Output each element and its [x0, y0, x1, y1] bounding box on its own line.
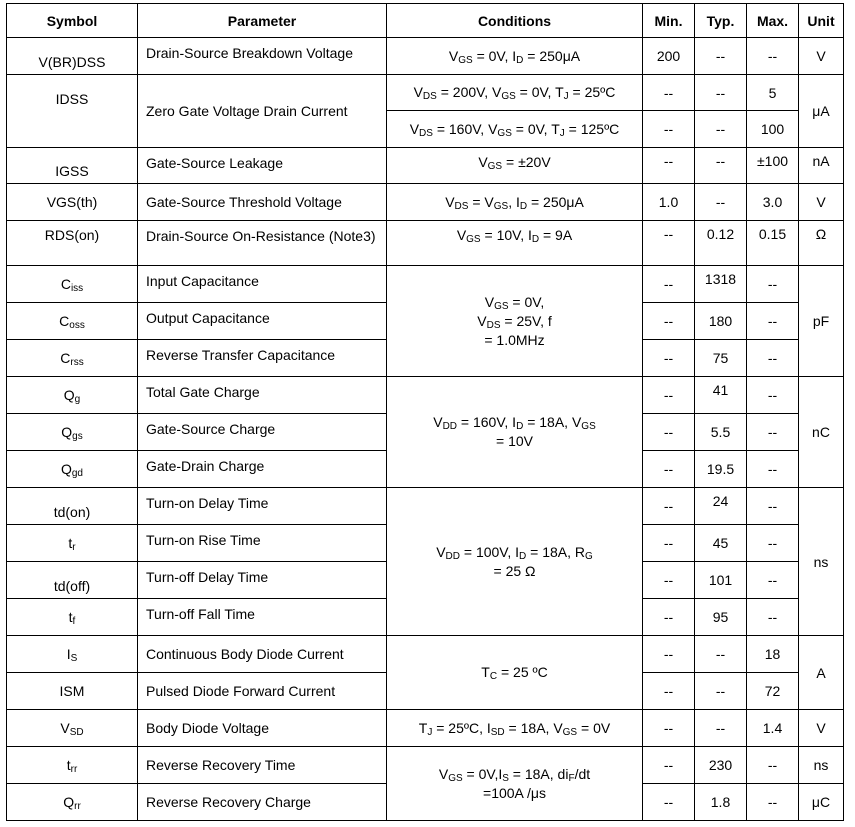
typ-cell: 24 [695, 488, 747, 525]
table-row [7, 266, 844, 303]
typ-cell: -- [695, 75, 747, 111]
max-cell: 72 [747, 673, 799, 710]
header-row [7, 4, 844, 38]
header-symbol: Symbol [7, 4, 138, 38]
parameter-cell: Reverse Recovery Charge [138, 784, 387, 821]
parameter-cell: Total Gate Charge [138, 377, 387, 414]
min-cell: -- [643, 266, 695, 303]
header-max: Max. [747, 4, 799, 38]
max-cell: -- [747, 303, 799, 340]
min-cell: -- [643, 148, 695, 184]
min-cell: -- [643, 599, 695, 636]
unit-cell: ns [799, 488, 844, 636]
typ-cell: 19.5 [695, 451, 747, 488]
min-cell: -- [643, 340, 695, 377]
unit-cell: V [799, 38, 844, 75]
conditions-cell: $V_{GS} = 0V,I_S = 18A$, $di_F/dt$ =100A /μs [387, 747, 643, 821]
parameter-cell: Turn-on Rise Time [138, 525, 387, 562]
min-cell: -- [643, 111, 695, 148]
table-row [7, 636, 844, 673]
typ-cell: 75 [695, 340, 747, 377]
header-typ: Typ. [695, 4, 747, 38]
max-cell: -- [747, 488, 799, 525]
min-cell: -- [643, 451, 695, 488]
symbol-cell: IGSS [7, 148, 138, 184]
typ-cell: 180 [695, 303, 747, 340]
unit-cell: A [799, 636, 844, 710]
typ-cell: -- [695, 184, 747, 221]
unit-cell: ns [799, 747, 844, 784]
conditions-cell: $T_J$ = 25ºC, $I_{SD} = 18A$, $V_{GS} = 0V$ [387, 710, 643, 747]
typ-cell: 0.12 [695, 221, 747, 266]
parameter-cell: Gate-Drain Charge [138, 451, 387, 488]
parameter-cell: Drain-Source Breakdown Voltage [138, 38, 387, 75]
max-cell: 0.15 [747, 221, 799, 266]
unit-cell: nC [799, 377, 844, 488]
min-cell: -- [643, 636, 695, 673]
symbol-cell: td(on) [7, 488, 138, 525]
parameter-cell: Gate-Source Charge [138, 414, 387, 451]
max-cell: 100 [747, 111, 799, 148]
min-cell: -- [643, 710, 695, 747]
conditions-cell: $V_{GS} = 0V$, $V_{DS} = 25V$, f = 1.0MHz [387, 266, 643, 377]
max-cell: 18 [747, 636, 799, 673]
table-row [7, 148, 844, 184]
max-cell: -- [747, 377, 799, 414]
parameter-cell: Zero Gate Voltage Drain Current [138, 75, 387, 148]
unit-cell: pF [799, 266, 844, 377]
min-cell: -- [643, 221, 695, 266]
parameter-cell: Reverse Recovery Time [138, 747, 387, 784]
symbol-cell: $C_{rss}$ [7, 340, 138, 377]
parameter-cell: Body Diode Voltage [138, 710, 387, 747]
header-conditions: Conditions [387, 4, 643, 38]
table-row [7, 747, 844, 784]
typ-cell: -- [695, 148, 747, 184]
typ-cell: 1.8 [695, 784, 747, 821]
max-cell: ±100 [747, 148, 799, 184]
typ-cell: 45 [695, 525, 747, 562]
table-row [7, 38, 844, 75]
symbol-cell: IDSS [7, 75, 138, 148]
header-unit: Unit [799, 4, 844, 38]
symbol-cell: $Q_g$ [7, 377, 138, 414]
typ-cell: 230 [695, 747, 747, 784]
conditions-cell: $V_{DD} = 100V$, $I_D = 18A$, $R_G$ = 25 Ω [387, 488, 643, 636]
min-cell: -- [643, 377, 695, 414]
parameter-cell: Drain-Source On-Resistance (Note3) [138, 221, 387, 266]
table-row [7, 221, 844, 266]
conditions-cell: $V_{GS} = \pm 20V$ [387, 148, 643, 184]
symbol-cell: VGS(th) [7, 184, 138, 221]
min-cell: -- [643, 525, 695, 562]
parameter-cell: Turn-off Delay Time [138, 562, 387, 599]
symbol-cell: $Q_{gs}$ [7, 414, 138, 451]
typ-cell: -- [695, 111, 747, 148]
min-cell: -- [643, 784, 695, 821]
conditions-cell: $V_{GS} = 10V$, $I_D = 9A$ [387, 221, 643, 266]
min-cell: -- [643, 562, 695, 599]
min-cell: -- [643, 673, 695, 710]
symbol-cell: RDS(on) [7, 221, 138, 266]
min-cell: -- [643, 75, 695, 111]
max-cell: -- [747, 38, 799, 75]
min-cell: -- [643, 747, 695, 784]
symbol-cell: $t_r$ [7, 525, 138, 562]
symbol-cell: $C_{oss}$ [7, 303, 138, 340]
electrical-characteristics-table [6, 3, 844, 821]
header-parameter: Parameter [138, 4, 387, 38]
parameter-cell: Pulsed Diode Forward Current [138, 673, 387, 710]
typ-cell: -- [695, 710, 747, 747]
parameter-cell: Input Capacitance [138, 266, 387, 303]
typ-cell: 1318 [695, 266, 747, 303]
min-cell: -- [643, 488, 695, 525]
parameter-cell: Reverse Transfer Capacitance [138, 340, 387, 377]
symbol-cell: $t_f$ [7, 599, 138, 636]
typ-cell: -- [695, 673, 747, 710]
conditions-cell: $V_{DS} = 200V$, $V_{GS} = 0V$, $T_J$ = 25ºC [387, 75, 643, 111]
max-cell: -- [747, 599, 799, 636]
max-cell: 3.0 [747, 184, 799, 221]
table-row [7, 75, 844, 111]
max-cell: 1.4 [747, 710, 799, 747]
unit-cell: nA [799, 148, 844, 184]
typ-cell: 41 [695, 377, 747, 414]
symbol-cell: $I_S$ [7, 636, 138, 673]
typ-cell: -- [695, 38, 747, 75]
parameter-cell: Output Capacitance [138, 303, 387, 340]
max-cell: -- [747, 266, 799, 303]
table-row [7, 710, 844, 747]
parameter-cell: Turn-off Fall Time [138, 599, 387, 636]
unit-cell: μC [799, 784, 844, 821]
max-cell: -- [747, 414, 799, 451]
symbol-cell: $V_{SD}$ [7, 710, 138, 747]
unit-cell: μA [799, 75, 844, 148]
min-cell: 1.0 [643, 184, 695, 221]
conditions-cell: $V_{GS} = 0V$, $I_D = 250\mu A$ [387, 38, 643, 75]
symbol-cell: $Q_{gd}$ [7, 451, 138, 488]
typ-cell: -- [695, 636, 747, 673]
conditions-cell: $V_{DS} = V_{GS}$, $I_D = 250\mu A$ [387, 184, 643, 221]
symbol-cell: $Q_{rr}$ [7, 784, 138, 821]
min-cell: -- [643, 303, 695, 340]
symbol-cell: V(BR)DSS [7, 38, 138, 75]
unit-cell: Ω [799, 221, 844, 266]
unit-cell: V [799, 710, 844, 747]
max-cell: -- [747, 562, 799, 599]
table-row [7, 184, 844, 221]
typ-cell: 95 [695, 599, 747, 636]
max-cell: -- [747, 340, 799, 377]
conditions-cell: $V_{DS} = 160V$, $V_{GS} = 0V$, $T_J$ = 125ºC [387, 111, 643, 148]
max-cell: -- [747, 525, 799, 562]
header-min: Min. [643, 4, 695, 38]
conditions-cell: $T_C = 25$ ºC [387, 636, 643, 710]
typ-cell: 101 [695, 562, 747, 599]
min-cell: 200 [643, 38, 695, 75]
parameter-cell: Gate-Source Leakage [138, 148, 387, 184]
max-cell: 5 [747, 75, 799, 111]
max-cell: -- [747, 451, 799, 488]
conditions-cell: $V_{DD} = 160V$, $I_D = 18A$, $V_{GS}$ = 10V [387, 377, 643, 488]
table-row [7, 488, 844, 525]
min-cell: -- [643, 414, 695, 451]
parameter-cell: Turn-on Delay Time [138, 488, 387, 525]
symbol-cell: ISM [7, 673, 138, 710]
max-cell: -- [747, 784, 799, 821]
parameter-cell: Continuous Body Diode Current [138, 636, 387, 673]
unit-cell: V [799, 184, 844, 221]
symbol-cell: td(off) [7, 562, 138, 599]
max-cell: -- [747, 747, 799, 784]
symbol-cell: $t_{rr}$ [7, 747, 138, 784]
symbol-cell: $C_{iss}$ [7, 266, 138, 303]
parameter-cell: Gate-Source Threshold Voltage [138, 184, 387, 221]
typ-cell: 5.5 [695, 414, 747, 451]
table-row [7, 377, 844, 414]
